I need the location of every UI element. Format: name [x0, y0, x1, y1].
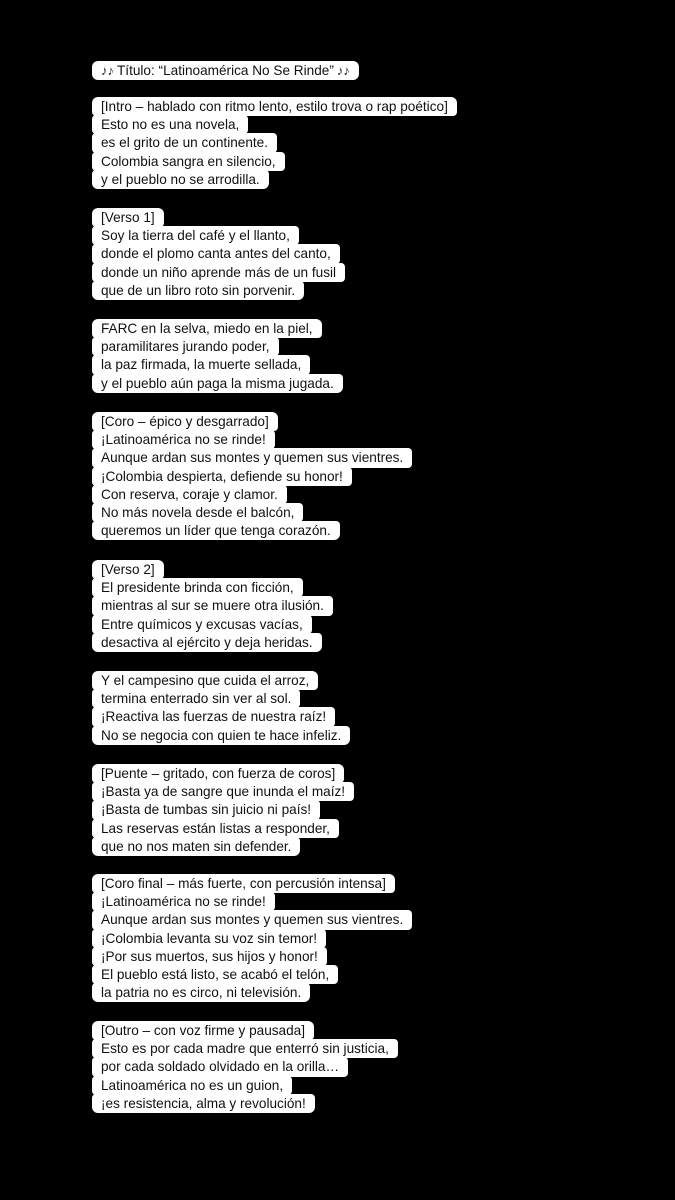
chorus-block [92, 412, 412, 540]
title-line [92, 61, 359, 80]
lyric-line: Soy la tierra del café y el llanto, [92, 226, 299, 245]
section-heading: [Intro – hablado con ritmo lento, estilo trova o rap poético] [92, 97, 457, 116]
lyric-line: Y el campesino que cuida el arroz, [92, 671, 318, 690]
lyric-line: la patria no es circo, ni televisión. [92, 983, 310, 1002]
intro-block [92, 97, 457, 189]
lyric-line: Aunque ardan sus montes y quemen sus vientres. [92, 910, 412, 929]
lyric-line: donde un niño aprende más de un fusil [92, 263, 345, 282]
section-heading: [Outro – con voz firme y pausada] [92, 1021, 314, 1040]
lyric-line: Aunque ardan sus montes y quemen sus vientres. [92, 448, 412, 467]
lyric-line: y el pueblo no se arrodilla. [92, 170, 269, 189]
lyric-line: paramilitares jurando poder, [92, 337, 279, 356]
lyric-line: Latinoamérica no es un guion, [92, 1076, 292, 1095]
lyric-line: la paz firmada, la muerte sellada, [92, 355, 310, 374]
lyric-line: ¡Basta ya de sangre que inunda el maíz! [92, 782, 354, 801]
bridge-block [92, 764, 354, 856]
lyric-line: ¡Basta de tumbas sin juicio ni país! [92, 800, 320, 819]
lyric-line: es el grito de un continente. [92, 133, 277, 152]
lyric-line: que no nos maten sin defender. [92, 837, 300, 856]
title-block [92, 61, 359, 80]
lyric-line: ¡Colombia levanta su voz sin temor! [92, 929, 326, 948]
lyric-line: termina enterrado sin ver al sol. [92, 689, 300, 708]
lyric-line: ¡Reactiva las fuerzas de nuestra raíz! [92, 707, 335, 726]
lyric-line: El presidente brinda con ficción, [92, 578, 303, 597]
verse-2b-block [92, 671, 350, 745]
lyric-line: ¡Por sus muertos, sus hijos y honor! [92, 947, 327, 966]
lyric-line: Las reservas están listas a responder, [92, 819, 339, 838]
lyric-line: No más novela desde el balcón, [92, 503, 303, 522]
lyric-line: desactiva al ejército y deja heridas. [92, 633, 322, 652]
lyric-line: El pueblo está listo, se acabó el telón, [92, 965, 338, 984]
verse-2-block [92, 560, 333, 652]
lyric-line: y el pueblo aún paga la misma jugada. [92, 374, 343, 393]
lyric-line: mientras al sur se muere otra ilusión. [92, 596, 333, 615]
verse-1b-block [92, 319, 343, 393]
lyric-line: Colombia sangra en silencio, [92, 152, 285, 171]
outro-block [92, 1021, 398, 1113]
lyric-line: ¡Latinoamérica no se rinde! [92, 430, 275, 449]
lyric-line: queremos un líder que tenga corazón. [92, 521, 340, 540]
lyric-line: que de un libro roto sin porvenir. [92, 281, 304, 300]
final-chorus-block [92, 874, 412, 1002]
lyric-line: FARC en la selva, miedo en la piel, [92, 319, 322, 338]
lyric-line: ¡Latinoamérica no se rinde! [92, 892, 275, 911]
lyric-line: Con reserva, coraje y clamor. [92, 485, 287, 504]
title-text: Título: “Latinoamérica No Se Rinde” [117, 63, 334, 78]
music-notes-icon: ♪♪ [101, 63, 114, 79]
lyric-line: Esto es por cada madre que enterró sin justicia, [92, 1039, 398, 1058]
lyric-line: donde el plomo canta antes del canto, [92, 244, 340, 263]
music-notes-icon: ♪♪ [336, 63, 350, 79]
section-heading: [Verso 2] [92, 560, 164, 579]
section-heading: [Coro final – más fuerte, con percusión intensa] [92, 874, 395, 893]
section-heading: [Verso 1] [92, 208, 164, 227]
lyric-line: Entre químicos y excusas vacías, [92, 615, 312, 634]
lyric-line: ¡Colombia despierta, defiende su honor! [92, 467, 352, 486]
verse-1-block [92, 208, 345, 300]
lyric-line: ¡es resistencia, alma y revolución! [92, 1094, 315, 1113]
lyric-line: Esto no es una novela, [92, 115, 248, 134]
section-heading: [Coro – épico y desgarrado] [92, 412, 278, 431]
lyric-line: No se negocia con quien te hace infeliz. [92, 726, 350, 745]
section-heading: [Puente – gritado, con fuerza de coros] [92, 764, 344, 783]
lyric-line: por cada soldado olvidado en la orilla… [92, 1057, 348, 1076]
